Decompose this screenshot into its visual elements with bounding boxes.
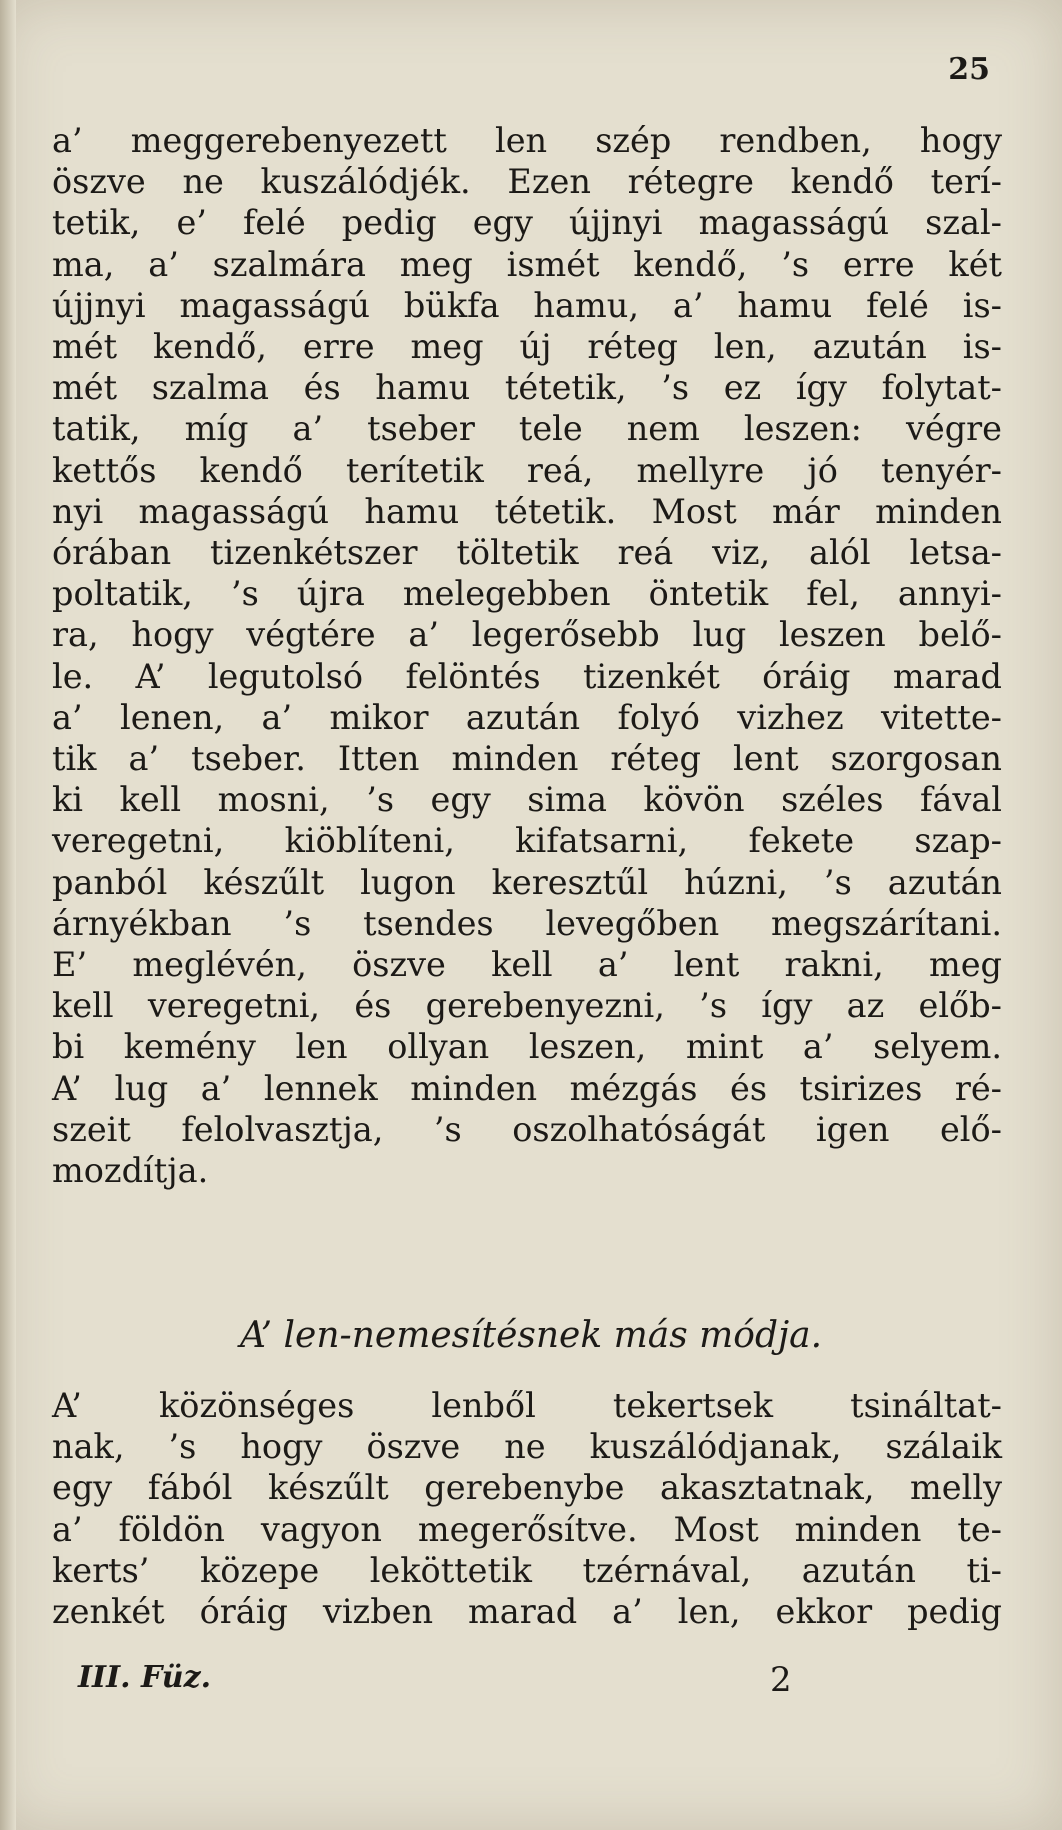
text-line: poltatik, ’s újra melegebben öntetik fel, annyi- [52, 574, 1002, 614]
text-line: újjnyi magasságú bükfa hamu, a’ hamu felé is- [52, 285, 1002, 325]
text-line: veregetni, kiöblíteni, kifatsarni, fekete szap- [52, 821, 1002, 861]
text-line: nyi magasságú hamu tétetik. Most már minden [52, 491, 1002, 531]
text-line: mét kendő, erre meg új réteg len, azután is- [52, 327, 1002, 367]
text-line: ki kell mosni, ’s egy sima kövön széles fával [52, 780, 1002, 820]
signature-mark: III. Füz. [78, 1660, 212, 1695]
text-line: nak, ’s hogy öszve ne kuszálódjanak, szálaik [52, 1427, 1002, 1467]
text-line: mét szalma és hamu tétetik, ’s ez így folytat- [52, 368, 1002, 408]
text-line: E’ meglévén, öszve kell a’ lent rakni, meg [52, 945, 1002, 985]
text-line: mozdítja. [52, 1151, 209, 1191]
text-line: a’ meggerebenyezett len szép rendben, hogy [52, 121, 1002, 160]
text-line: A’ lug a’ lennek minden mézgás és tsirizes ré- [52, 1068, 1002, 1108]
paragraph-2 [52, 1385, 1002, 1632]
binding-edge [0, 0, 16, 1830]
page-number: 25 [948, 52, 990, 87]
text-line: bi kemény len ollyan leszen, mint a’ selyem. [52, 1027, 1002, 1067]
text-line: le. A’ legutolsó felöntés tizenkét óráig marad [52, 656, 1002, 696]
text-line: a’ földön vagyon megerősítve. Most minden te- [52, 1509, 1002, 1549]
text-line: öszve ne kuszálódjék. Ezen rétegre kendő terí- [52, 162, 1002, 202]
text-line: tatik, míg a’ tseber tele nem leszen: végre [52, 409, 1002, 449]
text-line: egy fából készűlt gerebenybe akasztatnak, melly [52, 1468, 1002, 1508]
text-line: árnyékban ’s tsendes levegőben megszárítani. [52, 903, 1002, 943]
text-line: tetik, e’ felé pedig egy újjnyi magasságú szal- [52, 203, 1002, 243]
text-line: ma, a’ szalmára meg ismét kendő, ’s erre két [52, 244, 1002, 284]
text-line: a’ lenen, a’ mikor azután folyó vizhez vitette- [52, 697, 1002, 737]
text-line: A’ közönséges lenből tekertsek tsináltat- [52, 1386, 1002, 1425]
text-line: ra, hogy végtére a’ legerősebb lug leszen belő- [52, 615, 1002, 655]
text-line: kerts’ közepe leköttetik tzérnával, azután ti- [52, 1550, 1002, 1590]
text-line: kettős kendő terítetik reá, mellyre jó tenyér- [52, 450, 1002, 490]
text-line: szeit felolvasztja, ’s oszolhatóságát igen elő- [52, 1109, 1002, 1149]
text-line: panból készűlt lugon keresztűl húzni, ’s azután [52, 862, 1002, 902]
text-line: órában tizenkétszer töltetik reá viz, alól letsa- [52, 533, 1002, 573]
text-line: zenkét óráig vizben marad a’ len, ekkor pedig [52, 1592, 1002, 1632]
text-line: tik a’ tseber. Itten minden réteg lent szorgosan [52, 739, 1002, 779]
sheet-number: 2 [770, 1660, 792, 1700]
text-line: kell veregetni, és gerebenyezni, ’s így az előb- [52, 986, 1002, 1026]
section-heading: A’ len-nemesítésnek más módja. [239, 1315, 823, 1356]
paragraph-1 [52, 120, 1002, 1191]
